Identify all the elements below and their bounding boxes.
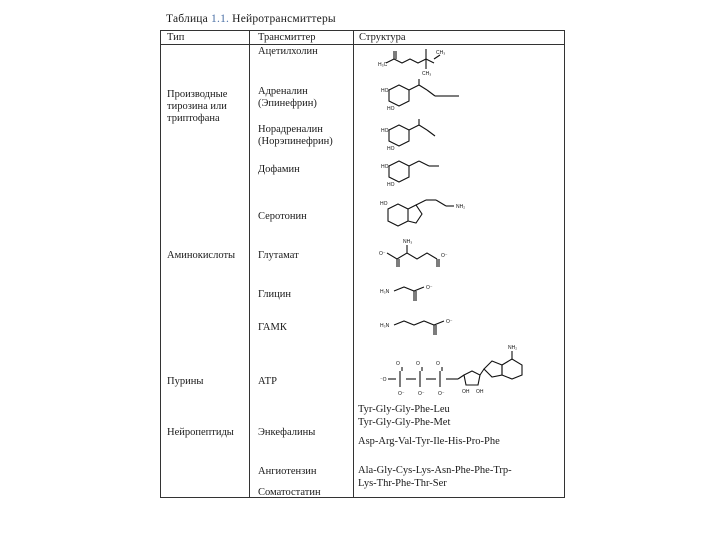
svg-text:NH₂: NH₂ bbox=[456, 204, 466, 210]
gaba-structure bbox=[380, 311, 470, 341]
transmitter-somatostatin: Соматостатин bbox=[258, 487, 321, 498]
svg-text:O⁻: O⁻ bbox=[418, 391, 425, 397]
svg-text:HO: HO bbox=[381, 128, 389, 134]
svg-text:NH₂: NH₂ bbox=[508, 345, 518, 351]
peptide-seq-angiotensin-2-line2: Lys-Thr-Phe-Thr-Ser bbox=[358, 478, 447, 489]
neurotransmitter-table bbox=[160, 30, 565, 498]
transmitter-serotonin: Серотонин bbox=[258, 211, 307, 222]
group-label-neuropeptides: Нейропептиды bbox=[167, 427, 234, 438]
svg-text:O⁻: O⁻ bbox=[438, 391, 445, 397]
transmitter-angiotensin: Ангиотензин bbox=[258, 466, 317, 477]
peptide-seq-enkephalin-2: Tyr-Gly-Gly-Phe-Met bbox=[358, 417, 451, 428]
transmitter-glycine: Глицин bbox=[258, 289, 291, 300]
header-divider bbox=[161, 44, 564, 45]
svg-text:H₃N: H₃N bbox=[380, 289, 390, 295]
svg-text:HO: HO bbox=[387, 146, 395, 152]
glycine-structure bbox=[380, 277, 450, 307]
header-type: Тип bbox=[167, 32, 185, 43]
svg-text:HO: HO bbox=[380, 201, 388, 207]
caption-title: Нейротрансмиттеры bbox=[229, 13, 336, 25]
peptide-seq-enkephalin-1: Tyr-Gly-Gly-Phe-Leu bbox=[358, 404, 450, 415]
column-divider-2 bbox=[353, 31, 354, 497]
group-label-purines: Пурины bbox=[167, 376, 204, 387]
header-structure: Структура bbox=[359, 32, 406, 43]
transmitter-gaba: ГАМК bbox=[258, 322, 287, 333]
svg-text:O: O bbox=[396, 361, 400, 367]
serotonin-structure bbox=[380, 196, 476, 236]
acetylcholine-structure bbox=[378, 45, 458, 77]
table-caption bbox=[166, 13, 336, 25]
svg-text:H₃C: H₃C bbox=[378, 62, 388, 68]
column-divider-1 bbox=[249, 31, 250, 497]
dopamine-structure bbox=[381, 155, 471, 187]
transmitter-enkephalins: Энкефалины bbox=[258, 427, 316, 438]
svg-text:O: O bbox=[436, 361, 440, 367]
svg-text:OH: OH bbox=[462, 389, 470, 395]
svg-text:OH: OH bbox=[476, 389, 484, 395]
svg-text:H₃N: H₃N bbox=[380, 323, 390, 329]
svg-text:CH₃: CH₃ bbox=[422, 71, 432, 77]
svg-text:O⁻: O⁻ bbox=[398, 391, 405, 397]
transmitter-dopamine: Дофамин bbox=[258, 164, 300, 175]
header-transmitter: Трансмиттер bbox=[258, 32, 316, 43]
transmitter-acetylcholine: Ацетилхолин bbox=[258, 46, 318, 57]
group-label-amino-acids: Аминокислоты bbox=[167, 250, 236, 261]
peptide-seq-angiotensin-2-line1: Ala-Gly-Cys-Lys-Asn-Phe-Phe-Trp- bbox=[358, 465, 512, 476]
svg-text:HO: HO bbox=[387, 106, 395, 112]
atp-structure bbox=[380, 343, 560, 401]
transmitter-glutamate: Глутамат bbox=[258, 250, 299, 261]
svg-text:O: O bbox=[416, 361, 420, 367]
transmitter-atp: АТР bbox=[258, 376, 277, 387]
svg-text:O⁻: O⁻ bbox=[379, 251, 386, 257]
svg-text:O⁻: O⁻ bbox=[446, 319, 453, 325]
caption-prefix: Таблица bbox=[166, 13, 212, 25]
adrenaline-structure bbox=[381, 79, 471, 113]
svg-text:CH₃: CH₃ bbox=[436, 50, 446, 56]
svg-text:O⁻: O⁻ bbox=[441, 253, 448, 259]
svg-text:HO: HO bbox=[381, 164, 389, 170]
svg-text:O⁻: O⁻ bbox=[426, 285, 433, 291]
glutamate-structure bbox=[379, 237, 463, 271]
svg-text:NH₃: NH₃ bbox=[403, 239, 413, 245]
transmitter-noradrenaline: Норадреналин (Норэпинефрин) bbox=[258, 124, 333, 147]
caption-number: 1.1. bbox=[211, 13, 230, 25]
peptide-seq-angiotensin-1: Asp-Arg-Val-Tyr-Ile-His-Pro-Phe bbox=[358, 436, 500, 447]
svg-text:⁻O: ⁻O bbox=[380, 377, 387, 383]
svg-text:HO: HO bbox=[387, 182, 395, 188]
svg-text:HO: HO bbox=[381, 88, 389, 94]
group-label-derivatives: Производные тирозина или триптофана bbox=[167, 89, 228, 124]
transmitter-adrenaline: Адреналин (Эпинефрин) bbox=[258, 86, 317, 109]
noradrenaline-structure bbox=[381, 119, 461, 151]
